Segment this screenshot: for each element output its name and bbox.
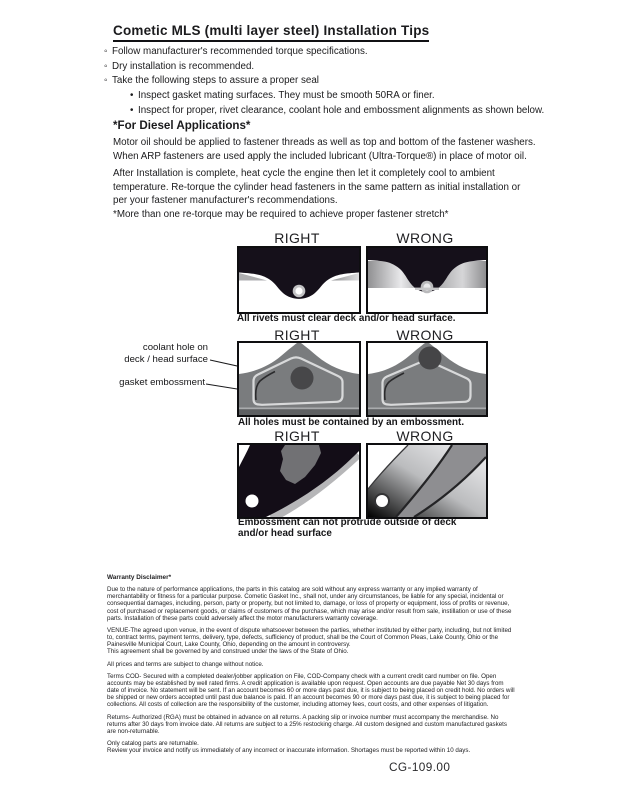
row1-right-label: RIGHT [274,230,320,246]
warranty-paragraph: Due to the nature of performance applications, the parts in this catalog are sold without any express warranty or any implied warranty of merchantability or fitness for a particular purpose. Cometic Gasket Inc., shall not, under any circumstances, be liable for any special, incidental or consequential damages, including, person, party or property, but not limited to, damage, or loss of property or equipment, loss of profits or revenue, cost of purchased or replacement goods, or claims of customers of the purchase, which may arise and/or result from sale, instillation or use of these parts. Installation of these parts could adversely affect the motor manufacturers warranty coverage. [107,586,512,622]
returns-paragraph: Returns- Authorized (RGA) must be obtained in advance on all returns. A packing slip or invoice number must accompany the merchandise. No returns after 30 days from invoice date. All returns are subject to a 25% restocking charge. All custom designed and custom manufactured gaskets are non-returnable. [107,713,507,735]
rivet-clearance-wrong-diagram [366,246,488,314]
warranty-disclaimer-heading: Warranty Disclaimer* [107,574,172,581]
governing-law-paragraph: This agreement shall be governed by and construed under the laws of the State of Ohio. [107,648,349,656]
row2-right-label: RIGHT [274,327,320,343]
tip-sub-bullet-1 [130,90,435,101]
tip-text-2: Dry installation is recommended. [112,61,255,72]
row3-caption-line2: and/or head surface [238,528,332,539]
solid-bullet-icon: • [130,105,134,116]
venue-paragraph: VENUE-The agreed upon venue, in the event of dispute whatsoever between the parties, whether instituted by either party, including, but not limited to, contract terms, payment terms, delivery, type, defects, sufficiency of product, shall be the Court of Common Pleas, Lake County, Ohio or the Painesville Municipal Court, Lake County, Ohio, depending on the amount in controversy. [107,626,512,649]
embossment-containment-right-diagram [237,341,361,417]
row1-wrong-label: WRONG [396,230,454,246]
coolant-hole-callout-line2: deck / head surface [124,353,208,365]
tip-text-3: Take the following steps to assure a proper seal [112,75,319,86]
embossment-protrusion-right-diagram [237,443,361,519]
page-code: CG-109.00 [389,760,451,774]
row1-caption: All rivets must clear deck and/or head surface. [237,313,456,324]
row2-wrong-label: WRONG [396,327,454,343]
tip-text-1: Follow manufacturer's recommended torque specifications. [112,46,368,57]
tip-sub-text-2: Inspect for proper, rivet clearance, coolant hole and embossment alignments as shown below. [138,105,545,116]
legal-block [107,574,515,759]
terms-cod-paragraph: Terms COD- Secured with a completed dealer/jobber application on File, COD-Company check with a current credit card number on file. Open accounts may be established by well rated firms. A credit application is available upon request. Open accounts are due payable Net 30 days from date of invoice. No statement will be sent. If an account becomes 60 or more days past due, it is subject to being placed on credit hold. No orders will be shipped or new orders accepted until past due balance is paid. If an account becomes 90 or more days past due, it is subject to being placed for collections. All costs of collection are the responsibility of the customer, including attorney fees, court costs, and other expenses of litigation. [107,672,515,709]
retorque-note: *More than one re-torque may be required to achieve proper fastener stretch* [113,209,449,220]
review-invoice-paragraph: Review your invoice and notify us immediately of any incorrect or inaccurate information. Shortages must be reported within 10 days. [107,747,471,755]
page-title: Cometic MLS (multi layer steel) Installation Tips [113,23,429,42]
gasket-embossment-callout: gasket embossment [119,377,205,388]
coolant-hole-callout-line1: coolant hole on [142,342,208,353]
diesel-section-heading: *For Diesel Applications* [113,119,251,132]
diesel-retorque-paragraph: After Installation is complete, heat cycle the engine then let it completely cool to ambient temperature. Re-torque the cylinder head fasteners in the same pattern as initial installation or per your fastener manufacturer's recommendations. [113,168,521,207]
tip-bullet-3 [104,75,319,86]
row3-caption [238,517,488,539]
diesel-oil-paragraph: Motor oil should be applied to fastener threads as well as top and bottom of the fastener washers. When ARP fasteners are used apply the included lubricant (Ultra-Torque®) in place of motor oil. [113,137,536,162]
tip-sub-text-1: Inspect gasket mating surfaces. They must be smooth 50RA or finer. [138,90,435,101]
row3-wrong-label: WRONG [396,428,454,444]
open-bullet-icon: ◦ [104,75,108,86]
open-bullet-icon: ◦ [104,61,108,72]
row3-right-label: RIGHT [274,428,320,444]
prices-paragraph: All prices and terms are subject to change without notice. [107,660,264,668]
tip-bullet-1 [104,46,368,57]
rivet-clearance-right-diagram [237,246,361,314]
tip-sub-bullet-2 [130,105,544,116]
solid-bullet-icon: • [130,90,134,101]
row3-caption-line1: Embossment can not protrude outside of deck [238,517,457,528]
tip-bullet-2 [104,61,254,72]
embossment-containment-wrong-diagram [366,341,488,417]
catalog-parts-paragraph: Only catalog parts are returnable. [107,739,199,747]
open-bullet-icon: ◦ [104,46,108,57]
embossment-protrusion-wrong-diagram [366,443,488,519]
coolant-hole-callout [84,342,208,365]
row2-caption: All holes must be contained by an embossment. [238,417,465,428]
